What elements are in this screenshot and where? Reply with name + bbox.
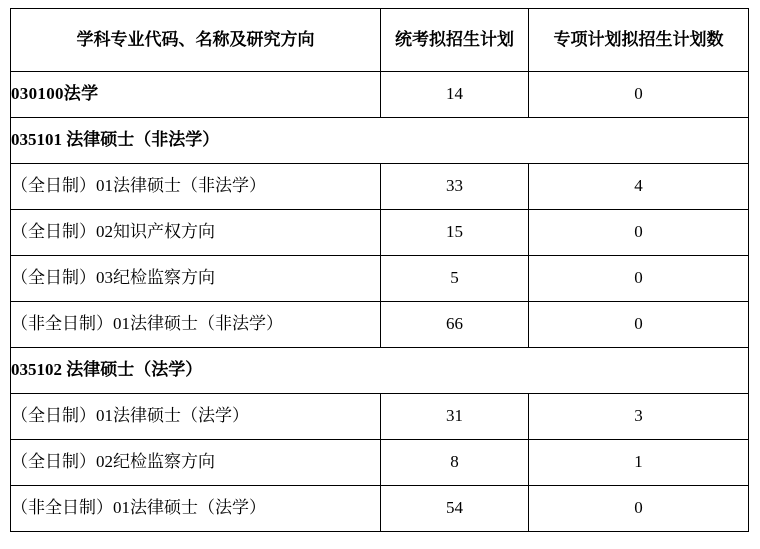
table-row [11,164,749,210]
cell-special-plan: 3 [529,394,749,440]
cell-special-plan: 1 [529,440,749,486]
cell-general-plan: 14 [381,72,529,118]
cell-general-plan: 31 [381,394,529,440]
column-header-major: 学科专业代码、名称及研究方向 [11,9,381,72]
cell-general-plan: 66 [381,302,529,348]
cell-major-group: 035102 法律硕士（法学） [11,348,749,394]
cell-major: 030100法学 [11,72,381,118]
table-row [11,486,749,532]
cell-major: （全日制）03纪检监察方向 [11,256,381,302]
table-row [11,440,749,486]
cell-major-group: 035101 法律硕士（非法学） [11,118,749,164]
cell-special-plan: 0 [529,210,749,256]
cell-special-plan: 0 [529,256,749,302]
column-header-special-plan: 专项计划拟招生计划数 [529,9,749,72]
cell-major: （全日制）01法律硕士（法学） [11,394,381,440]
table-row [11,72,749,118]
cell-general-plan: 15 [381,210,529,256]
cell-major: （全日制）01法律硕士（非法学） [11,164,381,210]
cell-major: （全日制）02纪检监察方向 [11,440,381,486]
cell-general-plan: 54 [381,486,529,532]
cell-major: （全日制）02知识产权方向 [11,210,381,256]
cell-major: （非全日制）01法律硕士（非法学） [11,302,381,348]
column-header-general-plan: 统考拟招生计划 [381,9,529,72]
table-row [11,394,749,440]
table-row [11,256,749,302]
table-row-group [11,118,749,164]
table-row [11,210,749,256]
cell-special-plan: 4 [529,164,749,210]
cell-major: （非全日制）01法律硕士（法学） [11,486,381,532]
cell-general-plan: 8 [381,440,529,486]
cell-special-plan: 0 [529,72,749,118]
table-header-row [11,9,749,72]
table-header [11,9,749,72]
cell-general-plan: 5 [381,256,529,302]
cell-special-plan: 0 [529,486,749,532]
table-body [11,72,749,532]
enrollment-plan-table [10,8,749,532]
table-row-group [11,348,749,394]
cell-general-plan: 33 [381,164,529,210]
table-row [11,302,749,348]
cell-special-plan: 0 [529,302,749,348]
